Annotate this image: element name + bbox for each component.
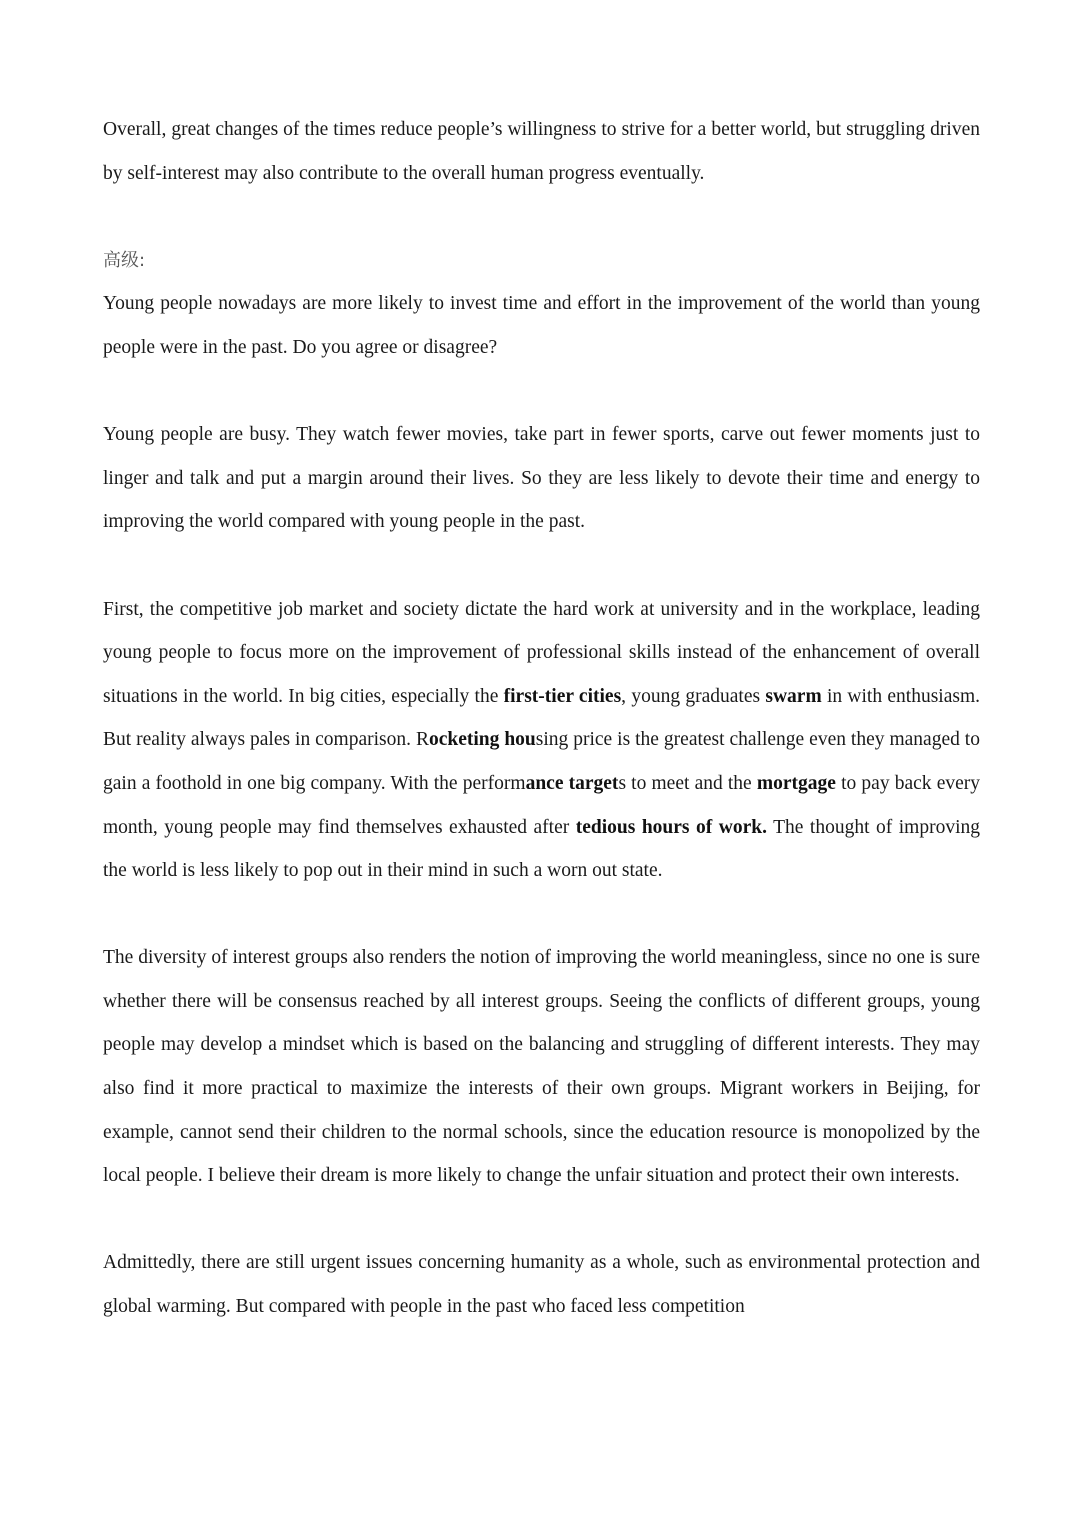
text-run: s to meet and the [618, 772, 757, 794]
paragraph-gap [103, 893, 980, 937]
text-run: Overall, great changes of the times reduce people’s willingness to strive for a better world, but struggling driven by self-interest may also contribute to the overall human progress eventually. [103, 119, 980, 184]
bold-phrase: tedious hours of work. [575, 816, 767, 838]
paragraph-conclusion [103, 108, 980, 195]
text-run: The thought of improving the world is less likely to pop out in their mind in such a worn out state. [103, 816, 980, 882]
text-run: The diversity of interest groups also renders the notion of improving the world meaningless, since no one is sure whether there will be consensus reached by all interest groups. Seeing the conflicts of different groups, young people may develop a mindset which is based on the balancing and struggling of different interests. They may also find it more practical to maximize the interests of their own groups. Migrant workers in Beijing, for example, cannot send their children to the normal schools, since the education resource is monopolized by the local people. I believe their dream is more likely to change the unfair situation and protect their own interests. [103, 947, 980, 1187]
section-label: 高级: [103, 249, 146, 271]
bold-phrase: ance target [525, 772, 619, 794]
essay-prompt [103, 282, 980, 369]
text-run: sing price is the greatest challenge even they managed to gain a foothold in one big company. With the perform [103, 729, 980, 794]
paragraph-gap [103, 544, 980, 588]
paragraph-gap [103, 1198, 980, 1242]
text-run: in with enthusiasm. But reality always pales in comparison. R [103, 685, 981, 751]
paragraph-body-1 [103, 588, 980, 893]
paragraph-intro [103, 413, 980, 544]
text-run: to pay back every month, young people may find themselves exhausted after [103, 772, 981, 838]
bold-phrase: swarm [765, 685, 822, 707]
text-run: Young people nowadays are more likely to invest time and effort in the improvement of the world than young people were in the past. Do you agree or disagree? [103, 293, 980, 358]
text-run: Admittedly, there are still urgent issues concerning humanity as a whole, such as environmental protection and global warming. But compared with people in the past who faced less competition [103, 1252, 980, 1318]
paragraph-gap [103, 195, 980, 239]
text-run: First, the competitive job market and society dictate the hard work at university and in the workplace, leading young people to focus more on the improvement of professional skills instead of the enhancement of overall situations in the world. In big cities, especially the [103, 598, 980, 707]
bold-phrase: first-tier cities [503, 685, 622, 707]
paragraph-gap [103, 370, 980, 414]
paragraph-body-2 [103, 936, 980, 1198]
text-run: Young people are busy. They watch fewer movies, take part in fewer sports, carve out fewer moments just to linger and talk and put a margin around their lives. So they are less likely to devote their time and energy to improving the world compared with young people in the past. [103, 424, 980, 533]
text-run: , young graduates [621, 685, 766, 707]
bold-phrase: ocketing hou [428, 729, 536, 751]
paragraph-body-3 [103, 1241, 980, 1328]
bold-phrase: mortgage [756, 772, 836, 794]
document-body [103, 108, 980, 1329]
